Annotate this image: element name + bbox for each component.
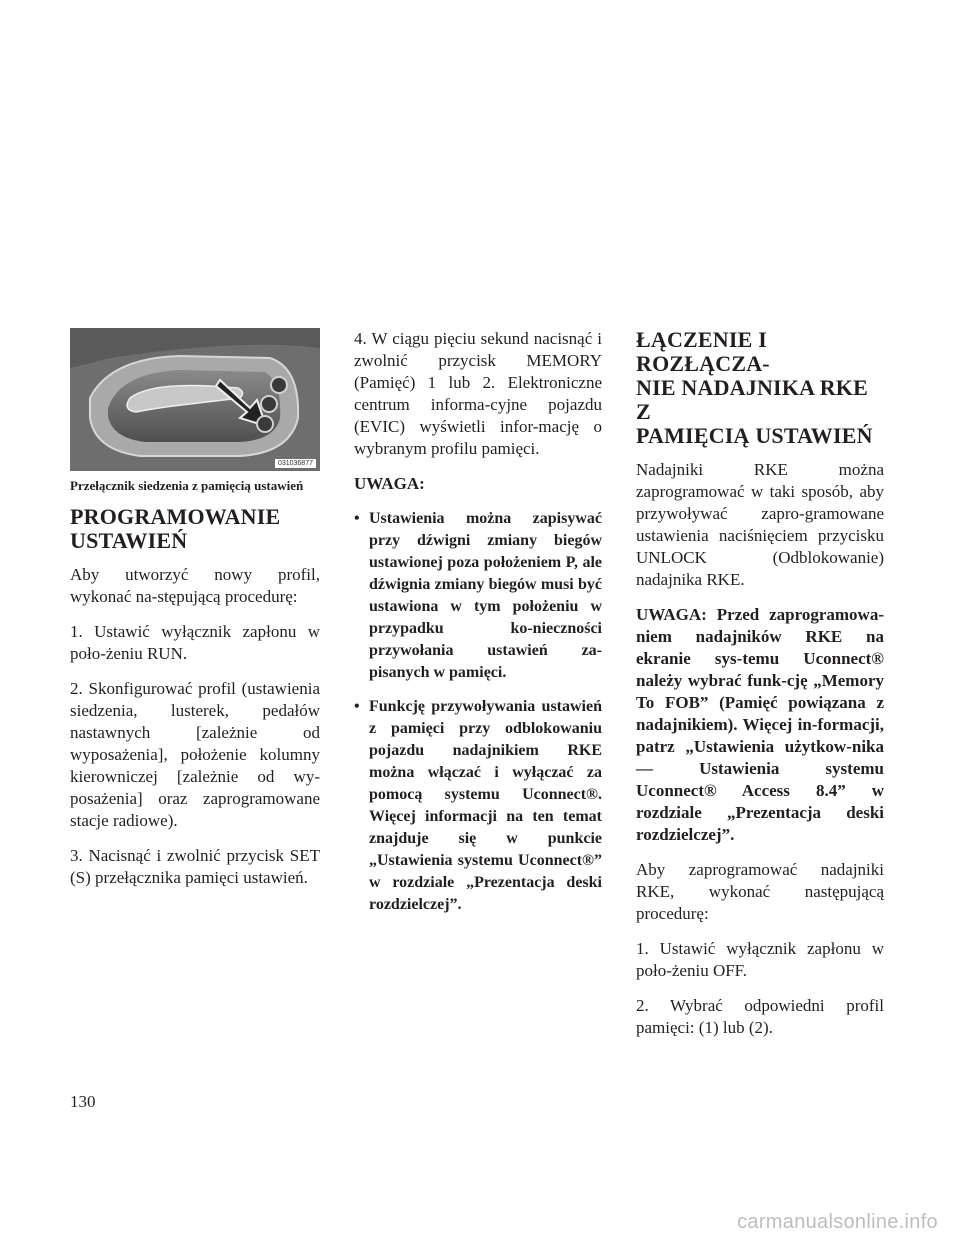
left-column	[70, 328, 320, 902]
step-3: 3. Nacisnąć i zwolnić przycisk SET (S) przełącznika pamięci ustawień.	[70, 846, 320, 887]
note-list	[354, 508, 602, 916]
section-heading-programming	[70, 505, 320, 553]
heading-line: PAMIĘCIĄ USTAWIEŃ	[636, 423, 873, 448]
memory-switch-figure	[70, 328, 320, 471]
watermark[interactable]: carmanualsonline.info	[737, 1211, 938, 1233]
note-item	[354, 696, 602, 916]
step-2: 2. Skonfigurować profil (ustawienia siedzenia, lusterek, pedałów nastawnych [zależnie od wyposażenia], położenie kolumny kierowniczej [zależnie od wy-posażenia] oraz zaprogramowane stacje radiowe).	[70, 679, 320, 830]
bullet-icon: •	[354, 510, 360, 527]
heading-line: NIE NADAJNIKA RKE Z	[636, 375, 868, 424]
heading-line: USTAWIEŃ	[70, 528, 188, 553]
door-handle-illustration	[70, 328, 320, 471]
note-label: UWAGA:	[354, 474, 425, 493]
intro-paragraph: Aby utworzyć nowy profil, wykonać na-stępującą procedurę:	[70, 565, 320, 606]
rke-note: UWAGA: Przed zaprogramowa-niem nadajników RKE na ekranie sys-temu Uconnect® należy wybrać funk-cję „Memory To FOB” (Pamięć powiązana z nadajnikiem). Więcej in-formacji, patrz „Ustawienia użytkow-nika — Ustawienia systemu Uconnect® Access 8.4” w rozdziale „Prezentacja deski rozdzielczej”.	[636, 605, 884, 844]
right-column	[636, 328, 884, 1052]
note-text: Ustawienia można zapisywać przy dźwigni zmiany biegów ustawionej poza położeniem P, ale dźwignia zmiany biegów musi być ustawiona w tym położeniu w przypadku ko-nieczności przywołania ustawień za-pisanych w pamięci.	[369, 510, 602, 681]
rke-step-2: 2. Wybrać odpowiedni profil pamięci: (1) lub (2).	[636, 996, 884, 1037]
middle-column	[354, 328, 602, 928]
step-1: 1. Ustawić wyłącznik zapłonu w poło-żeniu RUN.	[70, 622, 320, 663]
page-number: 130	[70, 1092, 96, 1111]
rke-procedure-intro: Aby zaprogramować nadajniki RKE, wykonać następującą procedurę:	[636, 860, 884, 923]
step-4: 4. W ciągu pięciu sekund nacisnąć i zwolnić przycisk MEMORY (Pamięć) 1 lub 2. Elektroniczne centrum informa-cyjne pojazdu (EVIC) wyświetli infor-mację o wybranym profilu pamięci.	[354, 329, 602, 458]
rke-step-1: 1. Ustawić wyłącznik zapłonu w poło-żeniu OFF.	[636, 939, 884, 980]
heading-line: ŁĄCZENIE I ROZŁĄCZA-	[636, 327, 770, 376]
figure-code: 031036877	[275, 459, 316, 468]
note-item	[354, 508, 602, 684]
section-heading-rke	[636, 328, 884, 448]
rke-paragraph: Nadajniki RKE można zaprogramować w taki sposób, aby przywoływać zapro-gramowane ustawienia naciśnięciem przycisku UNLOCK (Odblokowanie) nadajnika RKE.	[636, 460, 884, 589]
figure-caption: Przełącznik siedzenia z pamięcią ustawień	[70, 478, 304, 493]
bullet-icon: •	[354, 698, 360, 715]
heading-line: PROGRAMOWANIE	[70, 504, 281, 529]
note-text: Funkcję przywoływania ustawień z pamięci przy odblokowaniu pojazdu nadajnikiem RKE można włączać i wyłączać za pomocą systemu Uconnect®. Więcej informacji na ten temat znajduje się w punkcie „Ustawienia systemu Uconnect®” w rozdziale „Prezentacja deski rozdzielczej”.	[369, 698, 602, 913]
